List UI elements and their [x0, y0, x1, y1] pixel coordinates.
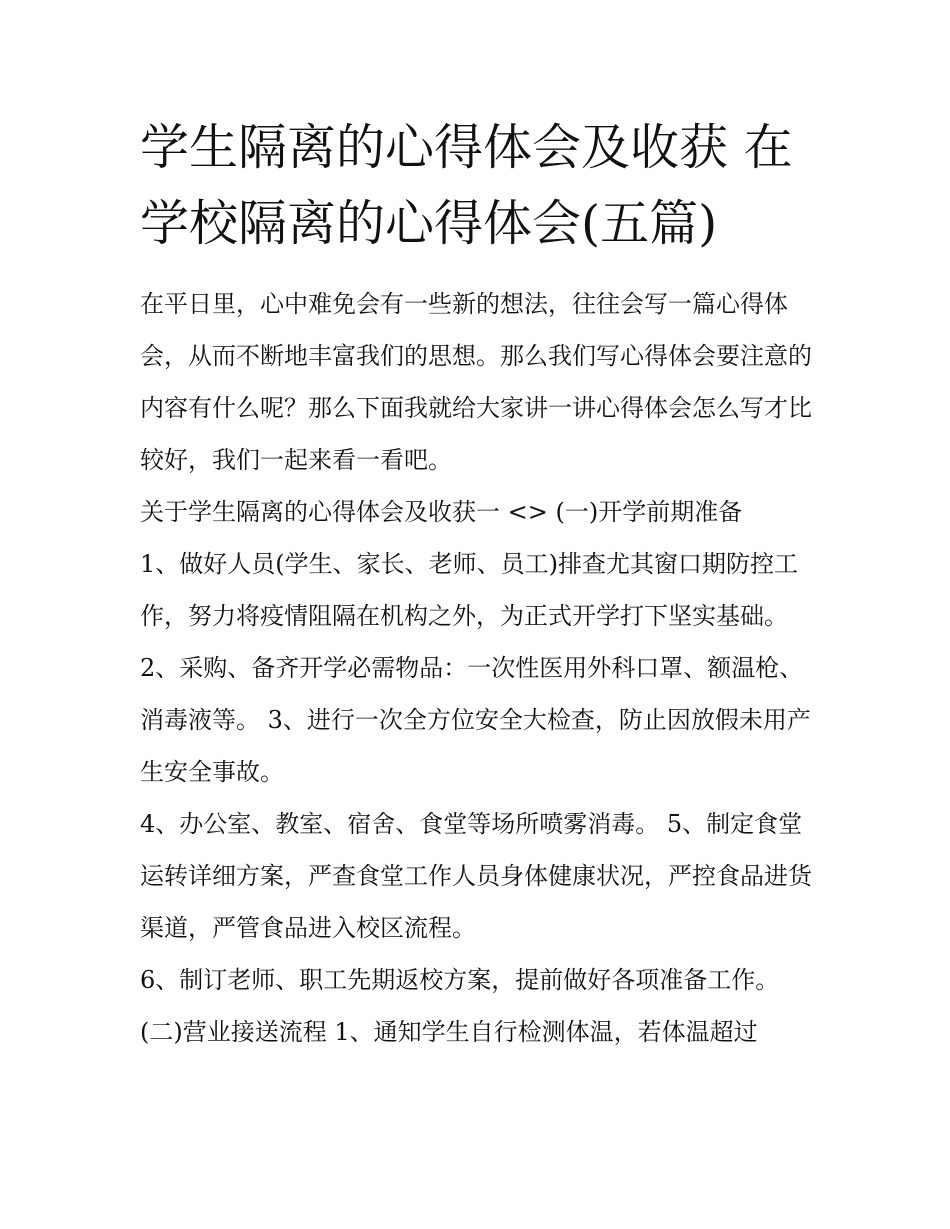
document-page — [140, 110, 820, 1058]
list-item: (二)营业接送流程 1、通知学生自行检测体温，若体温超过 — [140, 1018, 758, 1046]
list-item: 6、制订老师、职工先期返校方案，提前做好各项准备工作。 — [140, 966, 780, 994]
list-item: 4、办公室、教室、宿舍、食堂等场所喷雾消毒。 5、制定食堂运转详细方案，严查食堂工作人员身体健康状况，严控食品进货渠道，严管食品进入校区流程。 — [140, 810, 812, 942]
intro-paragraph: 在平日里，心中难免会有一些新的想法，往往会写一篇心得体会，从而不断地丰富我们的思想。那么我们写心得体会要注意的内容有什么呢？那么下面我就给大家讲一讲心得体会怎么写才比较好，我们一起来看一看吧。 — [140, 290, 812, 474]
list-item: 2、采购、备齐开学必需物品：一次性医用外科口罩、额温枪、消毒液等。 3、进行一次全方位安全大检查，防止因放假未用产生安全事故。 — [140, 654, 811, 786]
section-heading: 关于学生隔离的心得体会及收获一 <> (一)开学前期准备 — [140, 498, 743, 526]
list-item: 1、做好人员(学生、家长、老师、员工)排查尤其窗口期防控工作，努力将疫情阻隔在机构之外，为正式开学打下坚实基础。 — [140, 550, 798, 630]
document-title: 学生隔离的心得体会及收获 在学校隔离的心得体会(五篇) — [140, 119, 793, 252]
